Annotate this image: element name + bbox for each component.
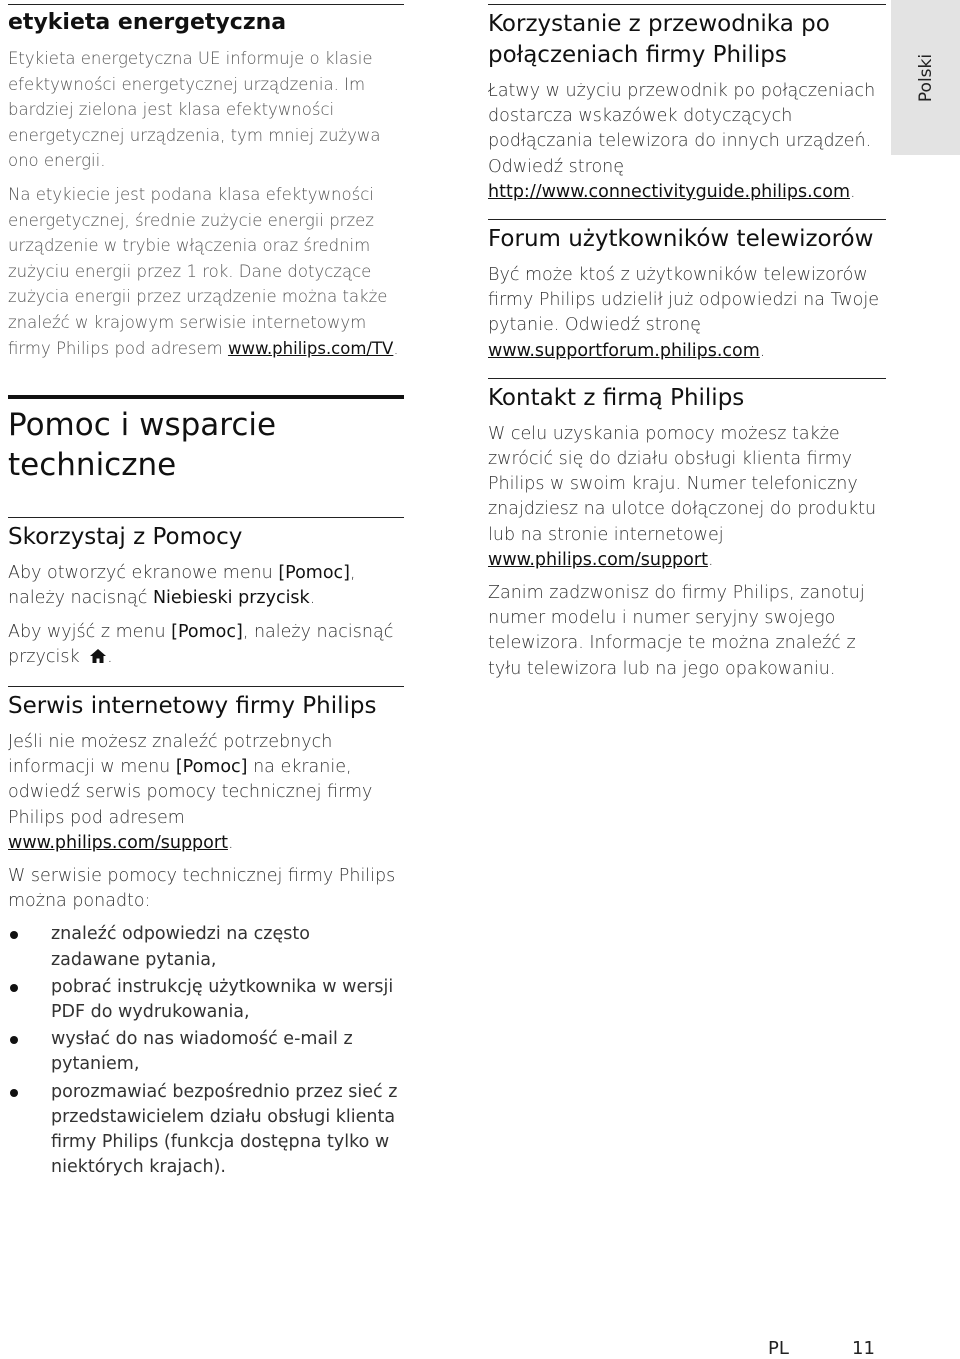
contact-paragraph-2: Zanim zadzwonisz do firmy Philips, zanotuj numer modelu i numer seryjny swojego telewizora. Informacje te można znaleźć z tyłu telewizora lub na jego opakowaniu. bbox=[488, 583, 865, 679]
connectivity-guide-paragraph: Łatwy w użyciu przewodnik po połączeniach dostarcza wskazówek dotyczących podłączania telewizora do innych urządzeń. Odwiedź stronę http://www.connectivityguide.philips.com. bbox=[488, 81, 876, 202]
divider bbox=[8, 686, 404, 687]
divider bbox=[8, 517, 404, 518]
philips-support-link[interactable]: www.philips.com/support bbox=[8, 832, 228, 853]
right-column bbox=[488, 0, 886, 690]
divider bbox=[488, 219, 886, 220]
help-title: Skorzystaj z Pomocy bbox=[8, 524, 243, 551]
list-item: wysłać do nas wiadomość e-mail z pytaniem, bbox=[8, 1027, 404, 1077]
page-number: 11 bbox=[852, 1338, 875, 1359]
support-forum-link[interactable]: www.supportforum.philips.com bbox=[488, 340, 760, 361]
home-icon bbox=[89, 647, 107, 672]
web-support-paragraph-2: W serwisie pomocy technicznej firmy Philips można ponadto: bbox=[8, 865, 396, 912]
list-item: porozmawiać bezpośrednio przez sieć z przedstawicielem działu obsługi klienta firmy Philips (funkcja dostępna tylko w niektórych krajach). bbox=[8, 1080, 404, 1181]
energy-label-paragraph-2: Na etykiecie jest podana klasa efektywności energetycznej, średnie zużycie energii przez urządzenie w trybie włączenia oraz średnim zużyciu energii przez 1 rok. Dane dotyczące zużycia energii przez urządzenie można także znaleźć w krajowym serwisie internetowym firmy Philips pod adresem www.philips.com/TV. bbox=[8, 184, 399, 358]
philips-tv-link[interactable]: www.philips.com/TV bbox=[227, 338, 394, 358]
energy-label-title: etykieta energetyczna bbox=[8, 10, 287, 35]
forum-title: Forum użytkowników telewizorów bbox=[488, 226, 874, 253]
web-support-paragraph-1: Jeśli nie możesz znaleźć potrzebnych informacji w menu [Pomoc] na ekranie, odwiedź serwis pomocy technicznej firmy Philips pod adresem www.philips.com/support. bbox=[8, 731, 373, 853]
list-item: pobrać instrukcję użytkownika w wersji PDF do wydrukowania, bbox=[8, 975, 404, 1025]
bullet-icon bbox=[10, 931, 18, 939]
energy-label-paragraph-1: Etykieta energetyczna UE informuje o klasie efektywności energetycznej urządzenia. Im bardziej zielona jest klasa efektywności energetycznej urządzenia, tym mniej zużywa ono energii. bbox=[8, 49, 381, 171]
bullet-icon bbox=[10, 984, 18, 992]
support-heading: Pomoc i wsparcie techniczne bbox=[8, 407, 277, 484]
forum-paragraph: Być może ktoś z użytkowników telewizorów firmy Philips udzielił już odpowiedzi na Twoje pytanie. Odwiedź stronę www.supportforum.philips.com. bbox=[488, 265, 879, 361]
contact-title: Kontakt z firmą Philips bbox=[488, 384, 745, 411]
bullet-icon bbox=[10, 1036, 18, 1044]
contact-paragraph-1: W celu uzyskania pomocy możesz także zwrócić się do działu obsługi klienta firmy Philips w swoim kraju. Numer telefoniczny znajdziesz na ulotce dołączonej do produktu lub na stronie internetowej www.philips.com/support. bbox=[488, 423, 877, 570]
connectivity-guide-link[interactable]: http://www.connectivityguide.philips.com bbox=[488, 181, 851, 202]
contact-support-link[interactable]: www.philips.com/support bbox=[488, 549, 708, 570]
divider bbox=[488, 378, 886, 379]
bullet-icon bbox=[10, 1089, 18, 1097]
language-tab-label: Polski bbox=[915, 53, 936, 103]
web-support-list bbox=[8, 922, 404, 1180]
divider bbox=[8, 4, 404, 5]
help-paragraph-2: Aby wyjść z menu [Pomoc], należy nacisnąć przycisk . bbox=[8, 620, 404, 672]
divider bbox=[488, 4, 886, 5]
connectivity-guide-title: Korzystanie z przewodnika po połączeniach firmy Philips bbox=[488, 11, 830, 68]
language-tab bbox=[891, 0, 960, 155]
list-item: znaleźć odpowiedzi na często zadawane pytania, bbox=[8, 922, 404, 972]
footer-language: PL bbox=[768, 1338, 789, 1359]
left-column bbox=[8, 0, 404, 1182]
section-divider bbox=[8, 395, 404, 399]
help-paragraph-1: Aby otworzyć ekranowe menu [Pomoc], należy nacisnąć Niebieski przycisk. bbox=[8, 563, 356, 609]
web-support-title: Serwis internetowy firmy Philips bbox=[8, 692, 377, 719]
